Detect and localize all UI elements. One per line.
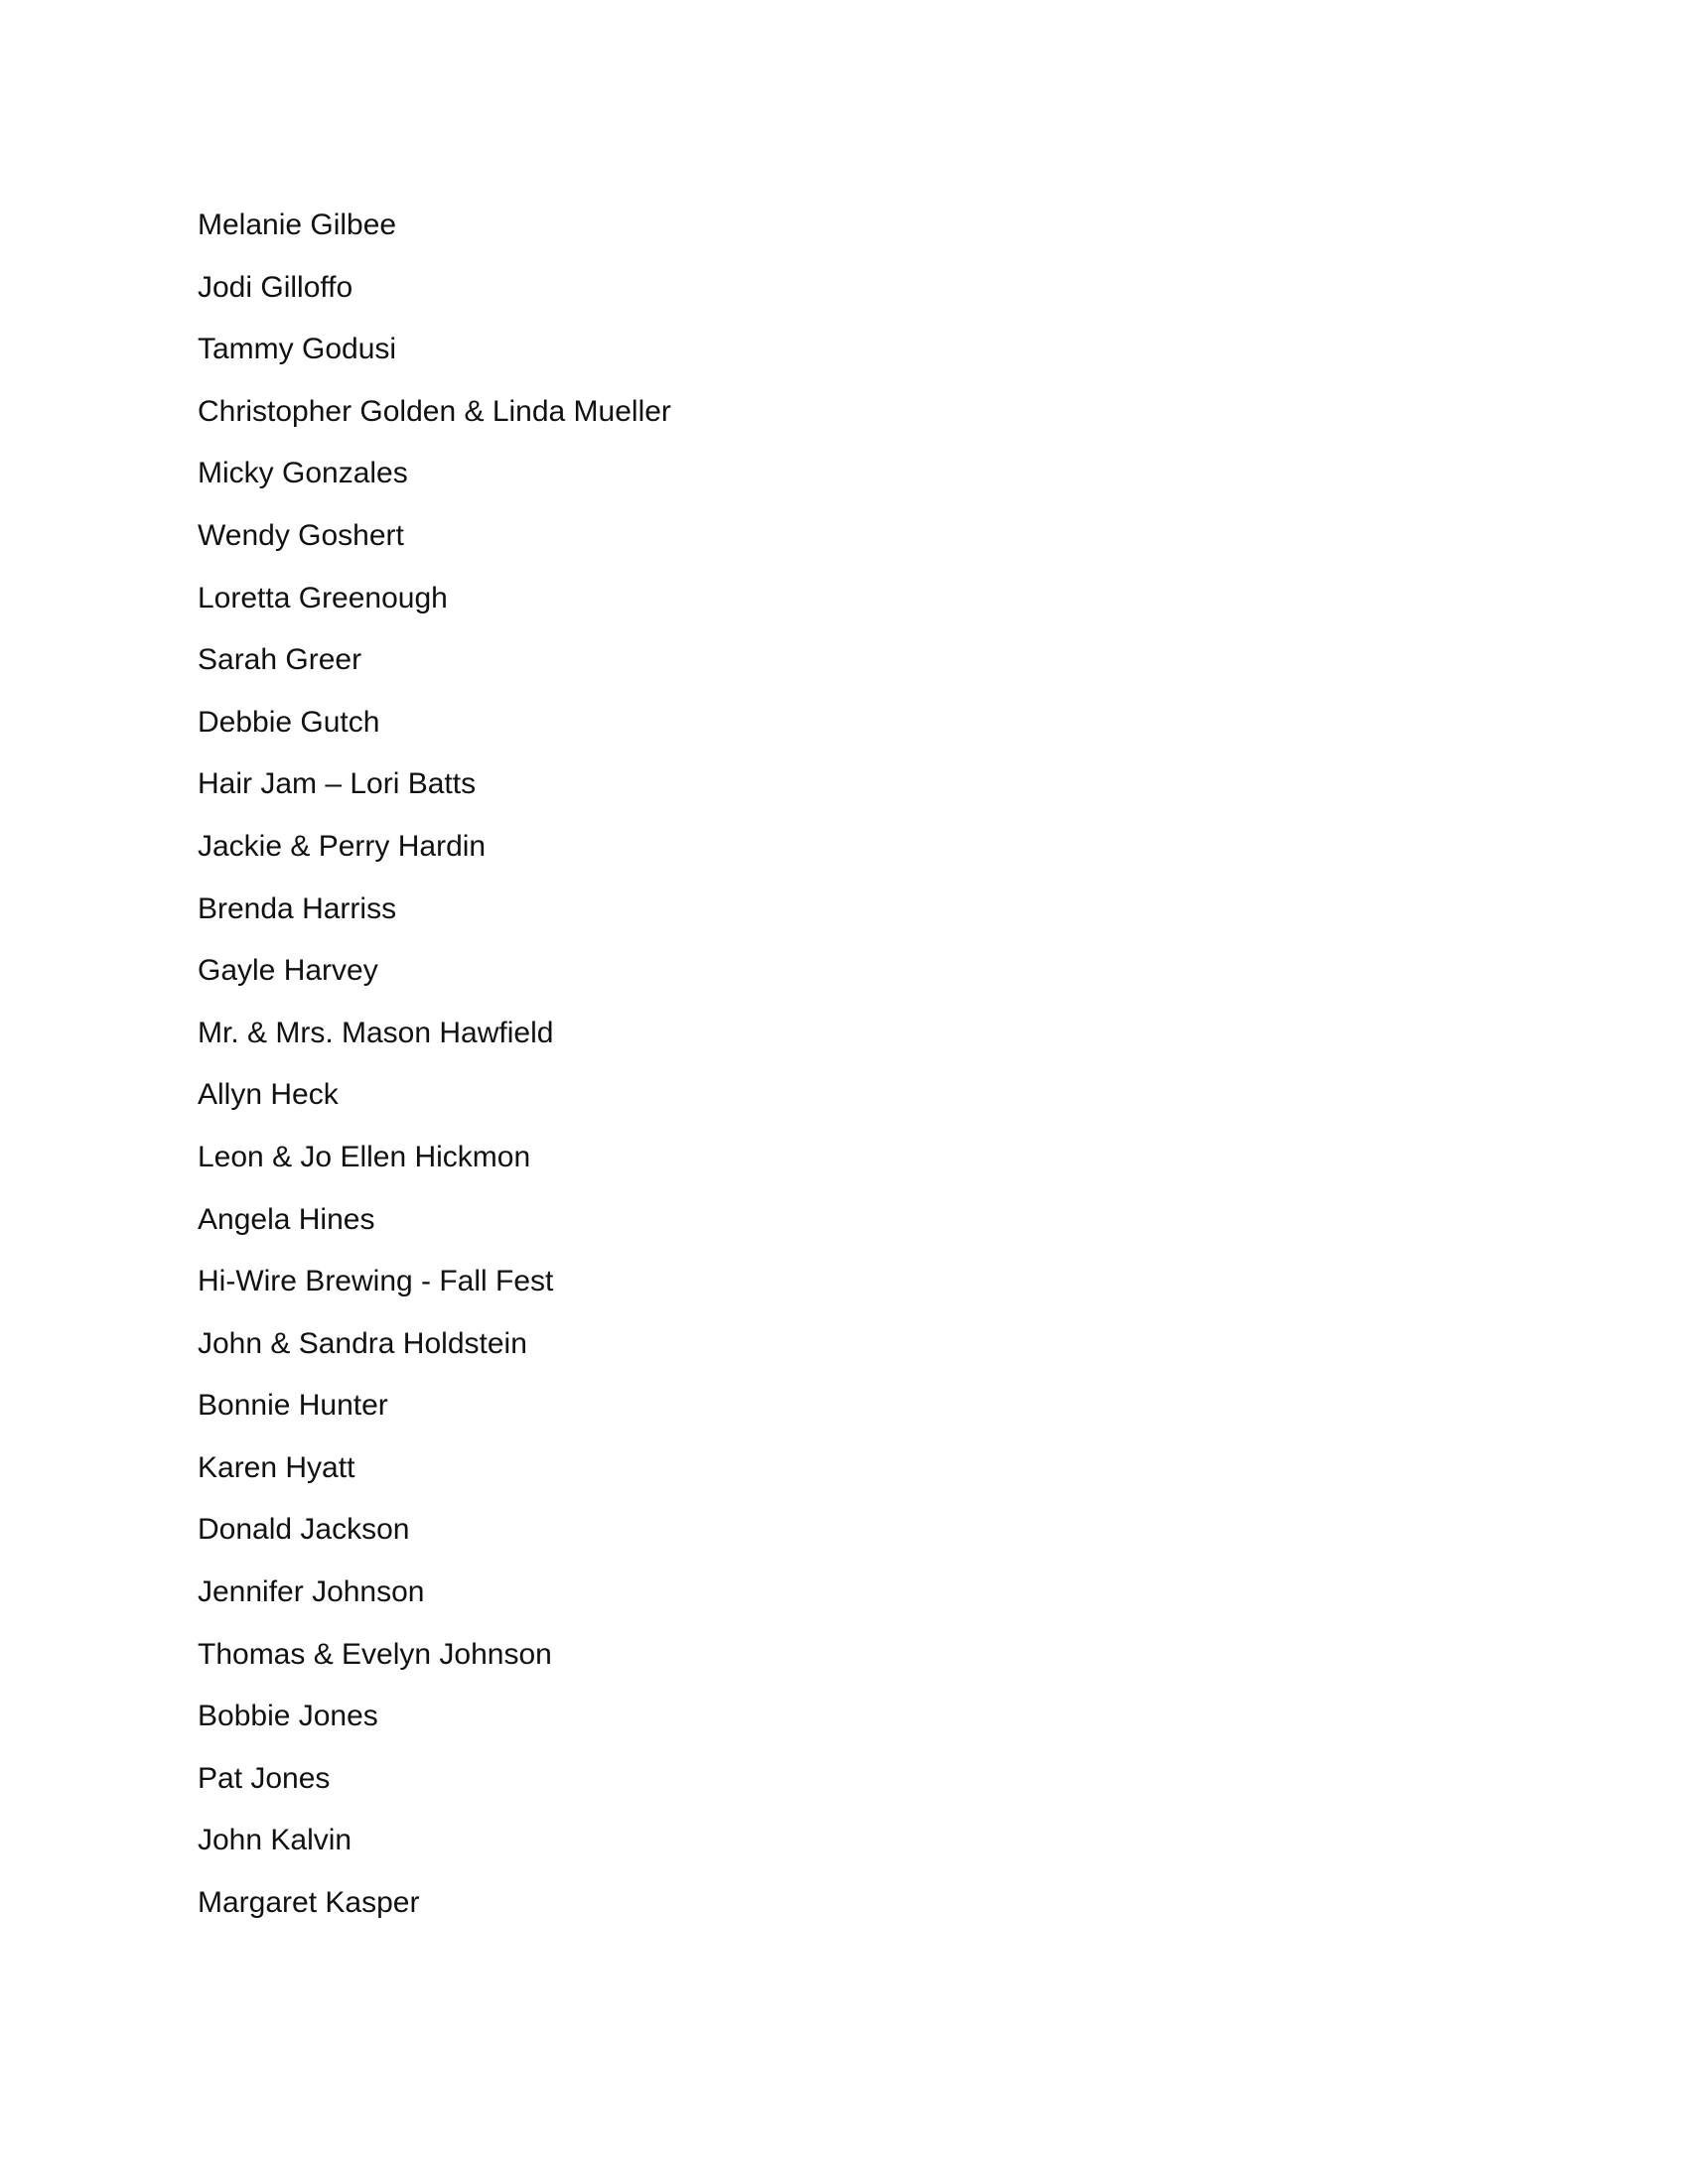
list-item: Brenda Harriss (198, 891, 397, 925)
list-item: Margaret Kasper (198, 1886, 420, 1920)
list-item: Mr. & Mrs. Mason Hawfield (198, 1016, 554, 1049)
list-item: Allyn Heck (198, 1078, 339, 1112)
list-item: Hi-Wire Brewing - Fall Fest (198, 1265, 554, 1298)
list-item: Hair Jam – Lori Batts (198, 767, 477, 801)
list-item: Karen Hyatt (198, 1450, 355, 1484)
list-item: Loretta Greenough (198, 581, 448, 614)
list-item: Jodi Gilloffo (198, 270, 353, 304)
list-item: Jennifer Johnson (198, 1575, 425, 1609)
name-list (198, 195, 671, 1935)
list-item: Micky Gonzales (198, 457, 408, 490)
list-item: Christopher Golden & Linda Mueller (198, 394, 671, 428)
list-item: Jackie & Perry Hardin (198, 829, 487, 863)
list-item: Wendy Goshert (198, 518, 404, 552)
list-item: Sarah Greer (198, 643, 362, 677)
list-item: John & Sandra Holdstein (198, 1326, 527, 1360)
list-item: Debbie Gutch (198, 705, 380, 739)
list-item: Bobbie Jones (198, 1700, 378, 1733)
list-item: Bonnie Hunter (198, 1389, 388, 1423)
list-item: Leon & Jo Ellen Hickmon (198, 1140, 531, 1173)
list-item: Angela Hines (198, 1202, 375, 1236)
list-item: John Kalvin (198, 1824, 352, 1857)
list-item: Pat Jones (198, 1761, 331, 1795)
list-item: Donald Jackson (198, 1513, 410, 1547)
list-item: Gayle Harvey (198, 954, 378, 988)
list-item: Thomas & Evelyn Johnson (198, 1637, 552, 1671)
list-item: Melanie Gilbee (198, 208, 397, 241)
list-item: Tammy Godusi (198, 333, 397, 366)
